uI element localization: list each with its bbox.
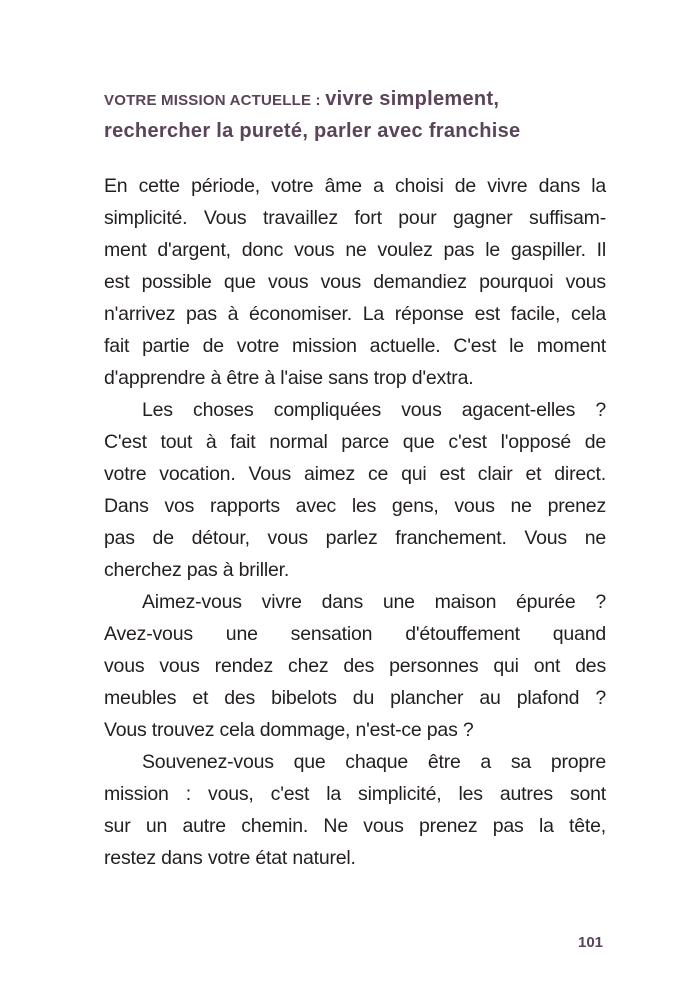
text-line: Avez-vous une sensation d'étouffement quand: [104, 623, 606, 645]
text-line: C'est tout à fait normal parce que c'est l'opposé de: [104, 431, 606, 453]
text-line: meubles et des bibelots du plancher au plafond ?: [104, 687, 606, 709]
text-line: Aimez-vous vivre dans une maison épurée ?: [142, 591, 606, 613]
text-line: mission : vous, c'est la simplicité, les autres sont: [104, 783, 606, 805]
paragraph: [104, 394, 606, 586]
heading-label: VOTRE MISSION ACTUELLE :: [104, 92, 321, 109]
text-line: cherchez pas à briller.: [104, 559, 290, 581]
text-line: Vous trouvez cela dommage, n'est-ce pas ?: [104, 719, 474, 741]
text-line: fait partie de votre mission actuelle. C'est le moment: [104, 335, 606, 357]
text-line: sur un autre chemin. Ne vous prenez pas la tête,: [104, 815, 606, 837]
paragraph: [104, 746, 606, 874]
heading-line-2: rechercher la pureté, parler avec franchise: [104, 120, 521, 142]
text-line: Dans vos rapports avec les gens, vous ne prenez: [104, 495, 606, 517]
text-line: vous vous rendez chez des personnes qui ont des: [104, 655, 606, 677]
text-line: d'apprendre à être à l'aise sans trop d'extra.: [104, 367, 474, 389]
text-line: n'arrivez pas à économiser. La réponse est facile, cela: [104, 303, 606, 325]
text-line: votre vocation. Vous aimez ce qui est clair et direct.: [104, 463, 606, 485]
text-line: En cette période, votre âme a choisi de vivre dans la: [104, 175, 606, 197]
text-line: Les choses compliquées vous agacent-elles ?: [142, 399, 606, 421]
heading-title-part1: vivre simplement,: [325, 88, 500, 110]
paragraph: [104, 170, 606, 394]
text-line: ment d'argent, donc vous ne voulez pas le gaspiller. Il: [104, 239, 606, 261]
text-line: Souvenez-vous que chaque être a sa propre: [142, 751, 606, 773]
text-line: pas de détour, vous parlez franchement. Vous ne: [104, 527, 606, 549]
body-text: [104, 170, 606, 874]
paragraph: [104, 586, 606, 746]
text-line: est possible que vous vous demandiez pourquoi vous: [104, 271, 606, 293]
page-number: 101: [578, 934, 604, 951]
section-heading: [104, 84, 624, 147]
text-line: restez dans votre état naturel.: [104, 847, 356, 869]
heading-line-1: [104, 84, 624, 116]
text-line: simplicité. Vous travaillez fort pour gagner suffisam-: [104, 207, 606, 229]
